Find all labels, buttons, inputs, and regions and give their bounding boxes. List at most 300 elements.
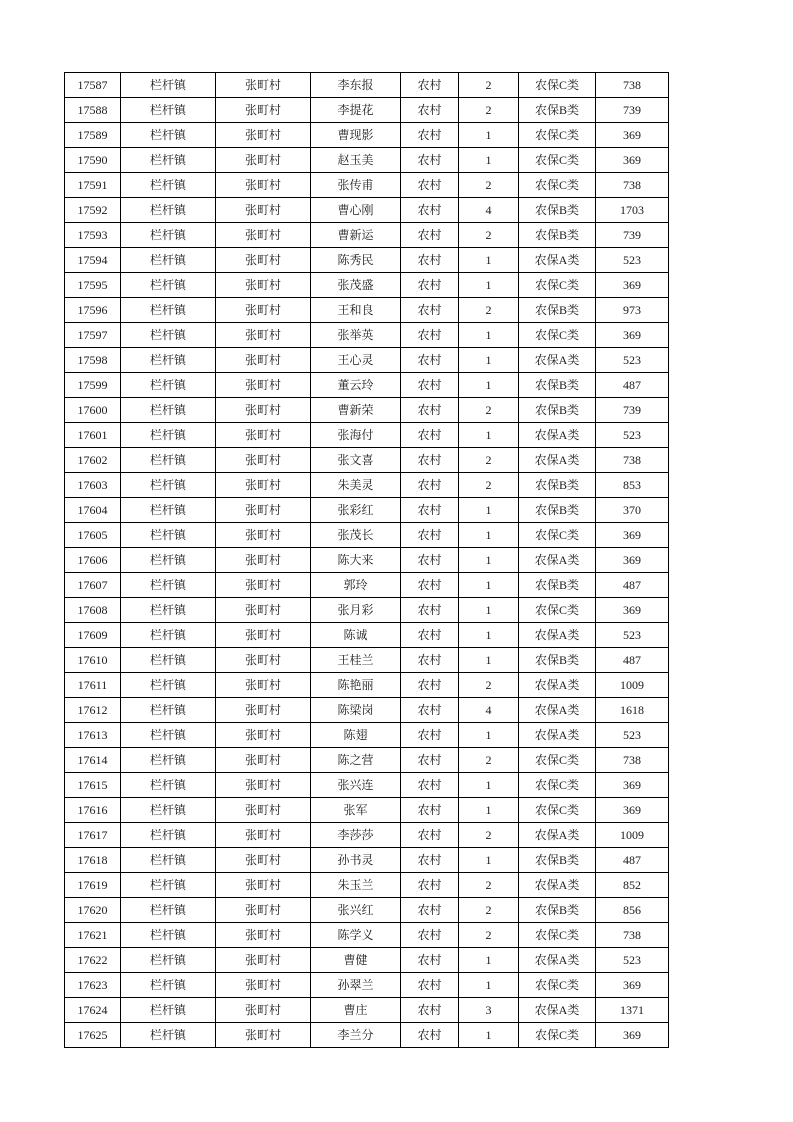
cell-village: 张町村 bbox=[216, 198, 311, 223]
cell-residence-type: 农村 bbox=[401, 623, 459, 648]
cell-amount: 739 bbox=[596, 98, 669, 123]
cell-insurance-category: 农保B类 bbox=[519, 223, 596, 248]
cell-town: 栏杆镇 bbox=[121, 648, 216, 673]
cell-person-name: 曹健 bbox=[311, 948, 401, 973]
cell-town: 栏杆镇 bbox=[121, 173, 216, 198]
cell-village: 张町村 bbox=[216, 373, 311, 398]
table-row bbox=[65, 923, 669, 948]
cell-amount: 487 bbox=[596, 373, 669, 398]
table-row bbox=[65, 723, 669, 748]
cell-village: 张町村 bbox=[216, 273, 311, 298]
cell-amount: 1371 bbox=[596, 998, 669, 1023]
cell-insurance-category: 农保B类 bbox=[519, 198, 596, 223]
table-row bbox=[65, 773, 669, 798]
cell-insurance-category: 农保C类 bbox=[519, 523, 596, 548]
cell-town: 栏杆镇 bbox=[121, 98, 216, 123]
table-row bbox=[65, 498, 669, 523]
cell-town: 栏杆镇 bbox=[121, 373, 216, 398]
cell-person-count: 1 bbox=[459, 498, 519, 523]
cell-amount: 369 bbox=[596, 598, 669, 623]
cell-town: 栏杆镇 bbox=[121, 998, 216, 1023]
cell-residence-type: 农村 bbox=[401, 873, 459, 898]
cell-person-name: 曹庄 bbox=[311, 998, 401, 1023]
cell-person-name: 朱美灵 bbox=[311, 473, 401, 498]
cell-person-name: 董云玲 bbox=[311, 373, 401, 398]
cell-residence-type: 农村 bbox=[401, 898, 459, 923]
cell-person-count: 1 bbox=[459, 423, 519, 448]
cell-residence-type: 农村 bbox=[401, 498, 459, 523]
cell-village: 张町村 bbox=[216, 773, 311, 798]
cell-amount: 369 bbox=[596, 273, 669, 298]
cell-person-name: 张文喜 bbox=[311, 448, 401, 473]
cell-insurance-category: 农保A类 bbox=[519, 423, 596, 448]
cell-amount: 523 bbox=[596, 948, 669, 973]
cell-person-name: 陈学义 bbox=[311, 923, 401, 948]
cell-person-name: 陈梁岗 bbox=[311, 698, 401, 723]
cell-residence-type: 农村 bbox=[401, 448, 459, 473]
cell-amount: 523 bbox=[596, 423, 669, 448]
cell-village: 张町村 bbox=[216, 723, 311, 748]
cell-person-name: 张茂盛 bbox=[311, 273, 401, 298]
cell-amount: 739 bbox=[596, 398, 669, 423]
cell-village: 张町村 bbox=[216, 998, 311, 1023]
cell-person-count: 1 bbox=[459, 323, 519, 348]
cell-person-count: 2 bbox=[459, 223, 519, 248]
cell-record-id: 17624 bbox=[65, 998, 121, 1023]
cell-person-name: 曹心刚 bbox=[311, 198, 401, 223]
cell-residence-type: 农村 bbox=[401, 798, 459, 823]
cell-town: 栏杆镇 bbox=[121, 323, 216, 348]
cell-record-id: 17588 bbox=[65, 98, 121, 123]
table-row bbox=[65, 473, 669, 498]
cell-village: 张町村 bbox=[216, 848, 311, 873]
cell-record-id: 17619 bbox=[65, 873, 121, 898]
cell-person-count: 2 bbox=[459, 398, 519, 423]
cell-person-name: 陈诚 bbox=[311, 623, 401, 648]
cell-record-id: 17595 bbox=[65, 273, 121, 298]
cell-village: 张町村 bbox=[216, 598, 311, 623]
cell-residence-type: 农村 bbox=[401, 523, 459, 548]
cell-residence-type: 农村 bbox=[401, 223, 459, 248]
cell-insurance-category: 农保B类 bbox=[519, 648, 596, 673]
cell-person-name: 张茂长 bbox=[311, 523, 401, 548]
cell-person-name: 张月彩 bbox=[311, 598, 401, 623]
cell-record-id: 17622 bbox=[65, 948, 121, 973]
cell-insurance-category: 农保C类 bbox=[519, 273, 596, 298]
cell-insurance-category: 农保C类 bbox=[519, 123, 596, 148]
cell-record-id: 17601 bbox=[65, 423, 121, 448]
cell-person-count: 1 bbox=[459, 373, 519, 398]
cell-person-name: 陈大来 bbox=[311, 548, 401, 573]
cell-village: 张町村 bbox=[216, 923, 311, 948]
cell-person-name: 曹新荣 bbox=[311, 398, 401, 423]
cell-insurance-category: 农保B类 bbox=[519, 473, 596, 498]
cell-town: 栏杆镇 bbox=[121, 298, 216, 323]
cell-town: 栏杆镇 bbox=[121, 723, 216, 748]
cell-amount: 369 bbox=[596, 323, 669, 348]
cell-village: 张町村 bbox=[216, 873, 311, 898]
table-row bbox=[65, 123, 669, 148]
cell-person-name: 张海付 bbox=[311, 423, 401, 448]
cell-person-count: 1 bbox=[459, 723, 519, 748]
cell-village: 张町村 bbox=[216, 1023, 311, 1048]
cell-residence-type: 农村 bbox=[401, 598, 459, 623]
cell-record-id: 17596 bbox=[65, 298, 121, 323]
table-row bbox=[65, 798, 669, 823]
cell-amount: 487 bbox=[596, 573, 669, 598]
table-row bbox=[65, 698, 669, 723]
cell-person-count: 2 bbox=[459, 673, 519, 698]
cell-town: 栏杆镇 bbox=[121, 148, 216, 173]
cell-town: 栏杆镇 bbox=[121, 848, 216, 873]
cell-record-id: 17590 bbox=[65, 148, 121, 173]
table-row bbox=[65, 548, 669, 573]
cell-insurance-category: 农保A类 bbox=[519, 673, 596, 698]
cell-person-name: 李东报 bbox=[311, 73, 401, 98]
cell-person-count: 1 bbox=[459, 123, 519, 148]
table-row bbox=[65, 298, 669, 323]
cell-record-id: 17591 bbox=[65, 173, 121, 198]
cell-residence-type: 农村 bbox=[401, 323, 459, 348]
cell-person-name: 李提花 bbox=[311, 98, 401, 123]
cell-record-id: 17603 bbox=[65, 473, 121, 498]
cell-town: 栏杆镇 bbox=[121, 223, 216, 248]
cell-village: 张町村 bbox=[216, 523, 311, 548]
cell-record-id: 17623 bbox=[65, 973, 121, 998]
cell-town: 栏杆镇 bbox=[121, 348, 216, 373]
cell-residence-type: 农村 bbox=[401, 748, 459, 773]
table-row bbox=[65, 948, 669, 973]
cell-residence-type: 农村 bbox=[401, 698, 459, 723]
cell-insurance-category: 农保B类 bbox=[519, 898, 596, 923]
cell-person-name: 曹现影 bbox=[311, 123, 401, 148]
cell-residence-type: 农村 bbox=[401, 173, 459, 198]
cell-person-count: 2 bbox=[459, 298, 519, 323]
table-row bbox=[65, 748, 669, 773]
cell-record-id: 17625 bbox=[65, 1023, 121, 1048]
cell-amount: 739 bbox=[596, 223, 669, 248]
cell-record-id: 17602 bbox=[65, 448, 121, 473]
cell-insurance-category: 农保C类 bbox=[519, 1023, 596, 1048]
cell-insurance-category: 农保C类 bbox=[519, 798, 596, 823]
cell-residence-type: 农村 bbox=[401, 948, 459, 973]
cell-person-name: 陈翅 bbox=[311, 723, 401, 748]
cell-town: 栏杆镇 bbox=[121, 398, 216, 423]
cell-person-count: 1 bbox=[459, 648, 519, 673]
cell-person-count: 1 bbox=[459, 948, 519, 973]
cell-amount: 487 bbox=[596, 648, 669, 673]
cell-amount: 738 bbox=[596, 448, 669, 473]
cell-amount: 369 bbox=[596, 548, 669, 573]
cell-amount: 369 bbox=[596, 798, 669, 823]
cell-person-count: 1 bbox=[459, 973, 519, 998]
table-row bbox=[65, 523, 669, 548]
cell-residence-type: 农村 bbox=[401, 648, 459, 673]
table-row bbox=[65, 173, 669, 198]
cell-person-count: 1 bbox=[459, 798, 519, 823]
table-row bbox=[65, 73, 669, 98]
cell-person-count: 1 bbox=[459, 248, 519, 273]
cell-town: 栏杆镇 bbox=[121, 698, 216, 723]
cell-record-id: 17598 bbox=[65, 348, 121, 373]
cell-amount: 1703 bbox=[596, 198, 669, 223]
cell-insurance-category: 农保A类 bbox=[519, 823, 596, 848]
table-row bbox=[65, 423, 669, 448]
cell-person-name: 张兴红 bbox=[311, 898, 401, 923]
cell-person-count: 3 bbox=[459, 998, 519, 1023]
cell-insurance-category: 农保B类 bbox=[519, 573, 596, 598]
cell-person-count: 1 bbox=[459, 523, 519, 548]
cell-amount: 523 bbox=[596, 348, 669, 373]
cell-amount: 523 bbox=[596, 723, 669, 748]
cell-person-name: 陈之营 bbox=[311, 748, 401, 773]
cell-amount: 856 bbox=[596, 898, 669, 923]
cell-person-name: 陈艳丽 bbox=[311, 673, 401, 698]
cell-person-name: 王心灵 bbox=[311, 348, 401, 373]
cell-person-name: 曹新运 bbox=[311, 223, 401, 248]
cell-village: 张町村 bbox=[216, 248, 311, 273]
table-row bbox=[65, 623, 669, 648]
cell-residence-type: 农村 bbox=[401, 348, 459, 373]
table-row bbox=[65, 898, 669, 923]
cell-town: 栏杆镇 bbox=[121, 273, 216, 298]
cell-residence-type: 农村 bbox=[401, 1023, 459, 1048]
cell-person-name: 张军 bbox=[311, 798, 401, 823]
cell-town: 栏杆镇 bbox=[121, 898, 216, 923]
cell-person-count: 4 bbox=[459, 198, 519, 223]
cell-person-count: 1 bbox=[459, 773, 519, 798]
cell-amount: 370 bbox=[596, 498, 669, 523]
cell-village: 张町村 bbox=[216, 173, 311, 198]
cell-record-id: 17612 bbox=[65, 698, 121, 723]
cell-insurance-category: 农保B类 bbox=[519, 298, 596, 323]
cell-person-name: 张传甫 bbox=[311, 173, 401, 198]
cell-insurance-category: 农保B类 bbox=[519, 373, 596, 398]
cell-record-id: 17609 bbox=[65, 623, 121, 648]
cell-town: 栏杆镇 bbox=[121, 123, 216, 148]
cell-record-id: 17613 bbox=[65, 723, 121, 748]
cell-person-count: 1 bbox=[459, 623, 519, 648]
cell-amount: 523 bbox=[596, 623, 669, 648]
cell-insurance-category: 农保A类 bbox=[519, 448, 596, 473]
cell-residence-type: 农村 bbox=[401, 773, 459, 798]
cell-town: 栏杆镇 bbox=[121, 498, 216, 523]
cell-village: 张町村 bbox=[216, 298, 311, 323]
cell-town: 栏杆镇 bbox=[121, 573, 216, 598]
cell-residence-type: 农村 bbox=[401, 73, 459, 98]
table-row bbox=[65, 248, 669, 273]
cell-record-id: 17621 bbox=[65, 923, 121, 948]
cell-town: 栏杆镇 bbox=[121, 448, 216, 473]
cell-person-count: 2 bbox=[459, 923, 519, 948]
cell-village: 张町村 bbox=[216, 398, 311, 423]
table-row bbox=[65, 223, 669, 248]
table-row bbox=[65, 348, 669, 373]
cell-town: 栏杆镇 bbox=[121, 598, 216, 623]
table-row bbox=[65, 998, 669, 1023]
cell-town: 栏杆镇 bbox=[121, 623, 216, 648]
cell-record-id: 17597 bbox=[65, 323, 121, 348]
cell-person-name: 张兴连 bbox=[311, 773, 401, 798]
cell-village: 张町村 bbox=[216, 73, 311, 98]
cell-amount: 1618 bbox=[596, 698, 669, 723]
cell-record-id: 17600 bbox=[65, 398, 121, 423]
cell-person-count: 1 bbox=[459, 348, 519, 373]
cell-insurance-category: 农保C类 bbox=[519, 323, 596, 348]
cell-insurance-category: 农保C类 bbox=[519, 923, 596, 948]
cell-town: 栏杆镇 bbox=[121, 773, 216, 798]
cell-residence-type: 农村 bbox=[401, 473, 459, 498]
table-row bbox=[65, 673, 669, 698]
cell-person-name: 张举英 bbox=[311, 323, 401, 348]
cell-town: 栏杆镇 bbox=[121, 823, 216, 848]
cell-record-id: 17616 bbox=[65, 798, 121, 823]
cell-insurance-category: 农保B类 bbox=[519, 98, 596, 123]
cell-person-count: 1 bbox=[459, 548, 519, 573]
cell-amount: 852 bbox=[596, 873, 669, 898]
cell-person-count: 2 bbox=[459, 173, 519, 198]
cell-person-count: 2 bbox=[459, 823, 519, 848]
cell-village: 张町村 bbox=[216, 948, 311, 973]
cell-person-name: 李兰分 bbox=[311, 1023, 401, 1048]
cell-person-name: 张彩红 bbox=[311, 498, 401, 523]
cell-amount: 853 bbox=[596, 473, 669, 498]
cell-record-id: 17587 bbox=[65, 73, 121, 98]
table-row bbox=[65, 573, 669, 598]
table-body bbox=[65, 73, 669, 1048]
cell-amount: 738 bbox=[596, 748, 669, 773]
cell-amount: 369 bbox=[596, 523, 669, 548]
cell-person-name: 郭玲 bbox=[311, 573, 401, 598]
cell-insurance-category: 农保B类 bbox=[519, 498, 596, 523]
cell-residence-type: 农村 bbox=[401, 148, 459, 173]
cell-person-count: 1 bbox=[459, 598, 519, 623]
cell-insurance-category: 农保A类 bbox=[519, 998, 596, 1023]
cell-village: 张町村 bbox=[216, 98, 311, 123]
cell-record-id: 17594 bbox=[65, 248, 121, 273]
cell-village: 张町村 bbox=[216, 898, 311, 923]
cell-person-count: 2 bbox=[459, 73, 519, 98]
cell-residence-type: 农村 bbox=[401, 573, 459, 598]
cell-residence-type: 农村 bbox=[401, 423, 459, 448]
cell-person-count: 1 bbox=[459, 1023, 519, 1048]
cell-village: 张町村 bbox=[216, 548, 311, 573]
cell-town: 栏杆镇 bbox=[121, 548, 216, 573]
cell-insurance-category: 农保C类 bbox=[519, 973, 596, 998]
cell-village: 张町村 bbox=[216, 798, 311, 823]
cell-insurance-category: 农保A类 bbox=[519, 873, 596, 898]
cell-residence-type: 农村 bbox=[401, 723, 459, 748]
cell-record-id: 17608 bbox=[65, 598, 121, 623]
cell-person-count: 2 bbox=[459, 898, 519, 923]
cell-insurance-category: 农保A类 bbox=[519, 348, 596, 373]
cell-residence-type: 农村 bbox=[401, 673, 459, 698]
table-row bbox=[65, 1023, 669, 1048]
cell-record-id: 17592 bbox=[65, 198, 121, 223]
cell-residence-type: 农村 bbox=[401, 398, 459, 423]
cell-village: 张町村 bbox=[216, 473, 311, 498]
cell-amount: 369 bbox=[596, 148, 669, 173]
cell-town: 栏杆镇 bbox=[121, 948, 216, 973]
table-row bbox=[65, 848, 669, 873]
table-row bbox=[65, 823, 669, 848]
cell-insurance-category: 农保C类 bbox=[519, 73, 596, 98]
table-row bbox=[65, 273, 669, 298]
cell-amount: 738 bbox=[596, 173, 669, 198]
cell-amount: 738 bbox=[596, 73, 669, 98]
cell-insurance-category: 农保A类 bbox=[519, 548, 596, 573]
cell-record-id: 17611 bbox=[65, 673, 121, 698]
table-row bbox=[65, 98, 669, 123]
cell-insurance-category: 农保B类 bbox=[519, 398, 596, 423]
cell-residence-type: 农村 bbox=[401, 973, 459, 998]
cell-person-count: 1 bbox=[459, 573, 519, 598]
cell-person-name: 李莎莎 bbox=[311, 823, 401, 848]
cell-record-id: 17604 bbox=[65, 498, 121, 523]
cell-person-count: 2 bbox=[459, 873, 519, 898]
cell-town: 栏杆镇 bbox=[121, 473, 216, 498]
cell-town: 栏杆镇 bbox=[121, 423, 216, 448]
records-table bbox=[64, 72, 669, 1048]
cell-person-name: 王桂兰 bbox=[311, 648, 401, 673]
cell-amount: 523 bbox=[596, 248, 669, 273]
table-row bbox=[65, 148, 669, 173]
cell-residence-type: 农村 bbox=[401, 273, 459, 298]
cell-person-name: 王和良 bbox=[311, 298, 401, 323]
cell-village: 张町村 bbox=[216, 498, 311, 523]
cell-amount: 369 bbox=[596, 123, 669, 148]
cell-residence-type: 农村 bbox=[401, 123, 459, 148]
cell-record-id: 17614 bbox=[65, 748, 121, 773]
cell-town: 栏杆镇 bbox=[121, 248, 216, 273]
cell-insurance-category: 农保A类 bbox=[519, 623, 596, 648]
table-row bbox=[65, 198, 669, 223]
cell-record-id: 17615 bbox=[65, 773, 121, 798]
cell-person-count: 1 bbox=[459, 848, 519, 873]
table-row bbox=[65, 448, 669, 473]
cell-insurance-category: 农保A类 bbox=[519, 698, 596, 723]
cell-town: 栏杆镇 bbox=[121, 673, 216, 698]
cell-residence-type: 农村 bbox=[401, 98, 459, 123]
table-row bbox=[65, 598, 669, 623]
cell-village: 张町村 bbox=[216, 823, 311, 848]
cell-record-id: 17617 bbox=[65, 823, 121, 848]
cell-town: 栏杆镇 bbox=[121, 798, 216, 823]
cell-village: 张町村 bbox=[216, 223, 311, 248]
cell-town: 栏杆镇 bbox=[121, 748, 216, 773]
cell-person-count: 1 bbox=[459, 273, 519, 298]
cell-person-name: 孙翠兰 bbox=[311, 973, 401, 998]
cell-residence-type: 农村 bbox=[401, 198, 459, 223]
cell-village: 张町村 bbox=[216, 423, 311, 448]
cell-record-id: 17599 bbox=[65, 373, 121, 398]
cell-record-id: 17610 bbox=[65, 648, 121, 673]
cell-record-id: 17620 bbox=[65, 898, 121, 923]
cell-residence-type: 农村 bbox=[401, 373, 459, 398]
cell-town: 栏杆镇 bbox=[121, 873, 216, 898]
cell-insurance-category: 农保C类 bbox=[519, 173, 596, 198]
cell-village: 张町村 bbox=[216, 973, 311, 998]
cell-amount: 973 bbox=[596, 298, 669, 323]
cell-insurance-category: 农保A类 bbox=[519, 948, 596, 973]
cell-amount: 369 bbox=[596, 773, 669, 798]
cell-insurance-category: 农保C类 bbox=[519, 598, 596, 623]
cell-village: 张町村 bbox=[216, 123, 311, 148]
cell-village: 张町村 bbox=[216, 648, 311, 673]
cell-person-name: 朱玉兰 bbox=[311, 873, 401, 898]
table-row bbox=[65, 323, 669, 348]
cell-amount: 1009 bbox=[596, 823, 669, 848]
